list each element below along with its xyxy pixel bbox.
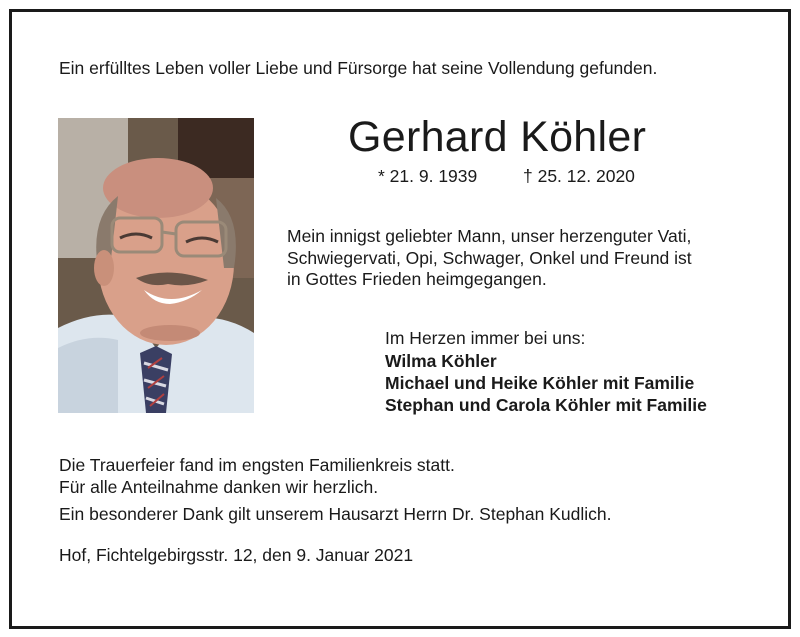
farewell-message (287, 226, 692, 291)
birth-date: * 21. 9. 1939 (378, 166, 478, 186)
mourners-list (385, 350, 707, 416)
place-and-date: Hof, Fichtelgebirgsstr. 12, den 9. Januar 2021 (59, 545, 414, 565)
funeral-note (59, 455, 455, 498)
mourner-name: Stephan und Carola Köhler mit Familie (385, 395, 707, 415)
mourner-name: Wilma Köhler (385, 351, 497, 371)
message-line: in Gottes Frieden heimgegangen. (287, 269, 547, 289)
message-line: Mein innigst geliebter Mann, unser herzenguter Vati, (287, 226, 692, 246)
mourner-name: Michael und Heike Köhler mit Familie (385, 373, 695, 393)
portrait-photo (58, 118, 254, 413)
message-line: Schwiegervati, Opi, Schwager, Onkel und Freund ist (287, 247, 692, 268)
deceased-name: Gerhard Köhler (348, 113, 647, 161)
funeral-line: Die Trauerfeier fand im engsten Familienkreis statt. (59, 455, 455, 475)
death-date: † 25. 12. 2020 (523, 166, 635, 186)
intro-sentence: Ein erfülltes Leben voller Liebe und Fürsorge hat seine Vollendung gefunden. (59, 58, 658, 78)
special-thanks: Ein besonderer Dank gilt unserem Hausarzt Herrn Dr. Stephan Kudlich. (59, 504, 612, 524)
funeral-line: Für alle Anteilnahme danken wir herzlich. (59, 476, 379, 497)
mourners-heading: Im Herzen immer bei uns: (385, 328, 586, 348)
